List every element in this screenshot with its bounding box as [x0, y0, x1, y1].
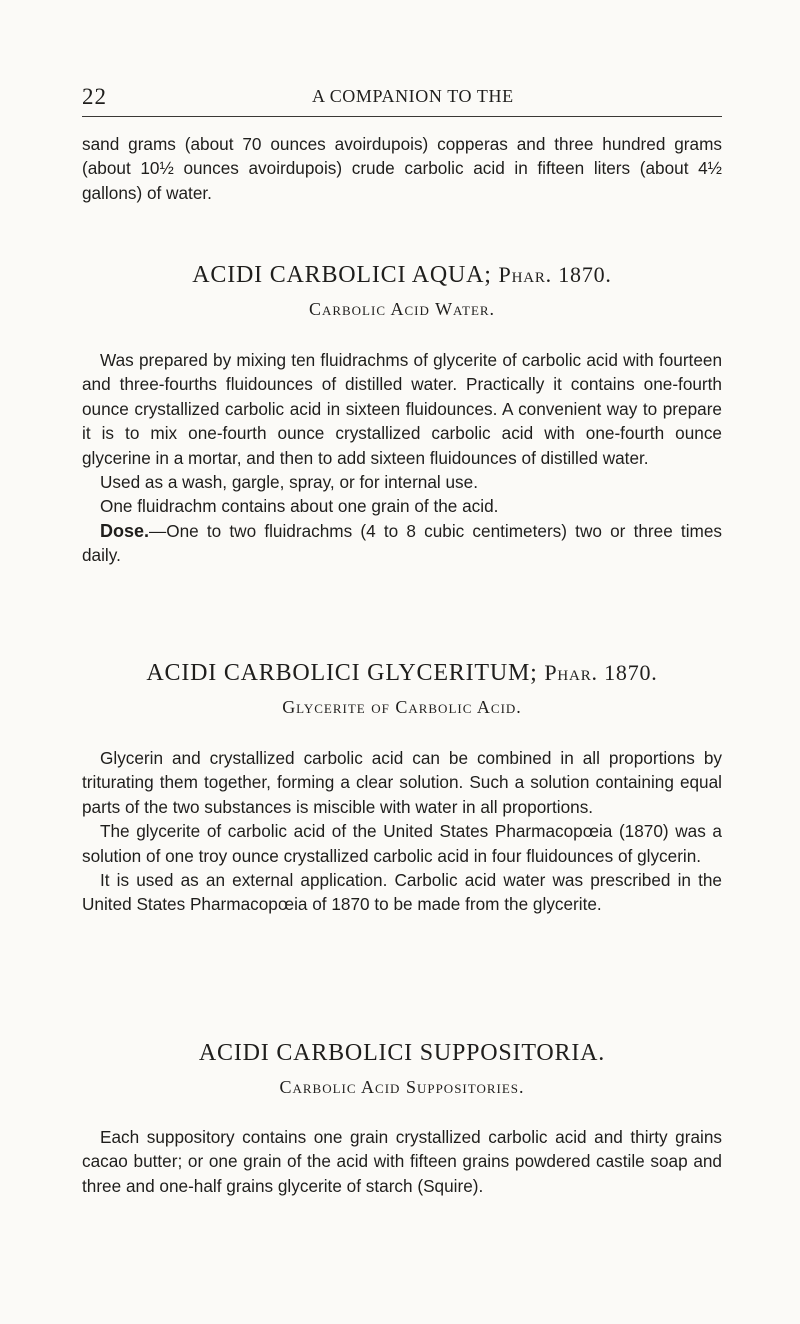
- running-head: [82, 84, 722, 114]
- section-title: ACIDI CARBOLICI SUPPOSITORIA.: [198, 1040, 606, 1066]
- paragraph: It is used as an external application. Carbolic acid water was prescribed in the United States Pharmacopœia of 1870 to be made from the glycerite.: [82, 870, 722, 915]
- intro-paragraph: sand grams (about 70 ounces avoirdupois) copperas and three hundred grams (about 10½ ounces avoirdupois) crude carbolic acid in fifteen liters (about 4½ gallons) of water.: [82, 134, 722, 203]
- section-body-glyceritum: [82, 746, 722, 917]
- section-heading-glyceritum: [82, 660, 722, 718]
- section-title: ACIDI CARBOLICI GLYCERITUM;: [146, 660, 538, 686]
- section-title-reference: Phar. 1870.: [498, 262, 612, 287]
- section-heading-aqua: [82, 262, 722, 320]
- page-number: 22: [82, 84, 107, 109]
- section-title: ACIDI CARBOLICI AQUA;: [192, 262, 492, 288]
- intro-block: [82, 132, 722, 205]
- section-subtitle: Carbolic Acid Water.: [308, 299, 496, 319]
- paragraph: Each suppository contains one grain crystallized carbolic acid and thirty grains cacao butter; or one grain of the acid with fifteen grains powdered castile soap and three and one-half grains glycerite of starch (Squire).: [82, 1127, 722, 1196]
- paragraph: One fluidrachm contains about one grain of the acid.: [100, 496, 499, 517]
- dose-text: —One to two fluidrachms (4 to 8 cubic centimeters) two or three times daily.: [82, 520, 722, 566]
- dose-label: Dose.: [100, 520, 150, 541]
- section-title-reference: Phar. 1870.: [544, 660, 658, 685]
- section-body-aqua: [82, 348, 722, 568]
- header-rule: [82, 116, 722, 117]
- section-heading-suppositoria: [82, 1040, 722, 1098]
- paragraph: Was prepared by mixing ten fluidrachms of glycerite of carbolic acid with fourteen and three-fourths fluidounces of distilled water. Practically it contains one-fourth ounce crystallized carbolic acid in sixteen fluidounces. A convenient way to prepare it is to mix one-fourth ounce crystallized carbolic acid with one-fourth ounce glycerine in a mortar, and then to add sixteen fluidounces of distilled water.: [82, 350, 722, 468]
- paragraph: Used as a wash, gargle, spray, or for internal use.: [100, 472, 478, 493]
- section-subtitle: Glycerite of Carbolic Acid.: [282, 697, 522, 717]
- section-subtitle: Carbolic Acid Suppositories.: [279, 1077, 525, 1097]
- section-body-suppositoria: [82, 1125, 722, 1198]
- dose-paragraph: [82, 519, 722, 568]
- running-title: A COMPANION TO THE: [312, 86, 514, 106]
- paragraph: Glycerin and crystallized carbolic acid can be combined in all proportions by triturating them together, forming a clear solution. Such a solution containing equal parts of the two substances is miscible with water in all proportions.: [82, 748, 722, 817]
- paragraph: The glycerite of carbolic acid of the United States Pharmacopœia (1870) was a solution of one troy ounce crystallized carbolic acid in four fluidounces of glycerin.: [82, 821, 722, 866]
